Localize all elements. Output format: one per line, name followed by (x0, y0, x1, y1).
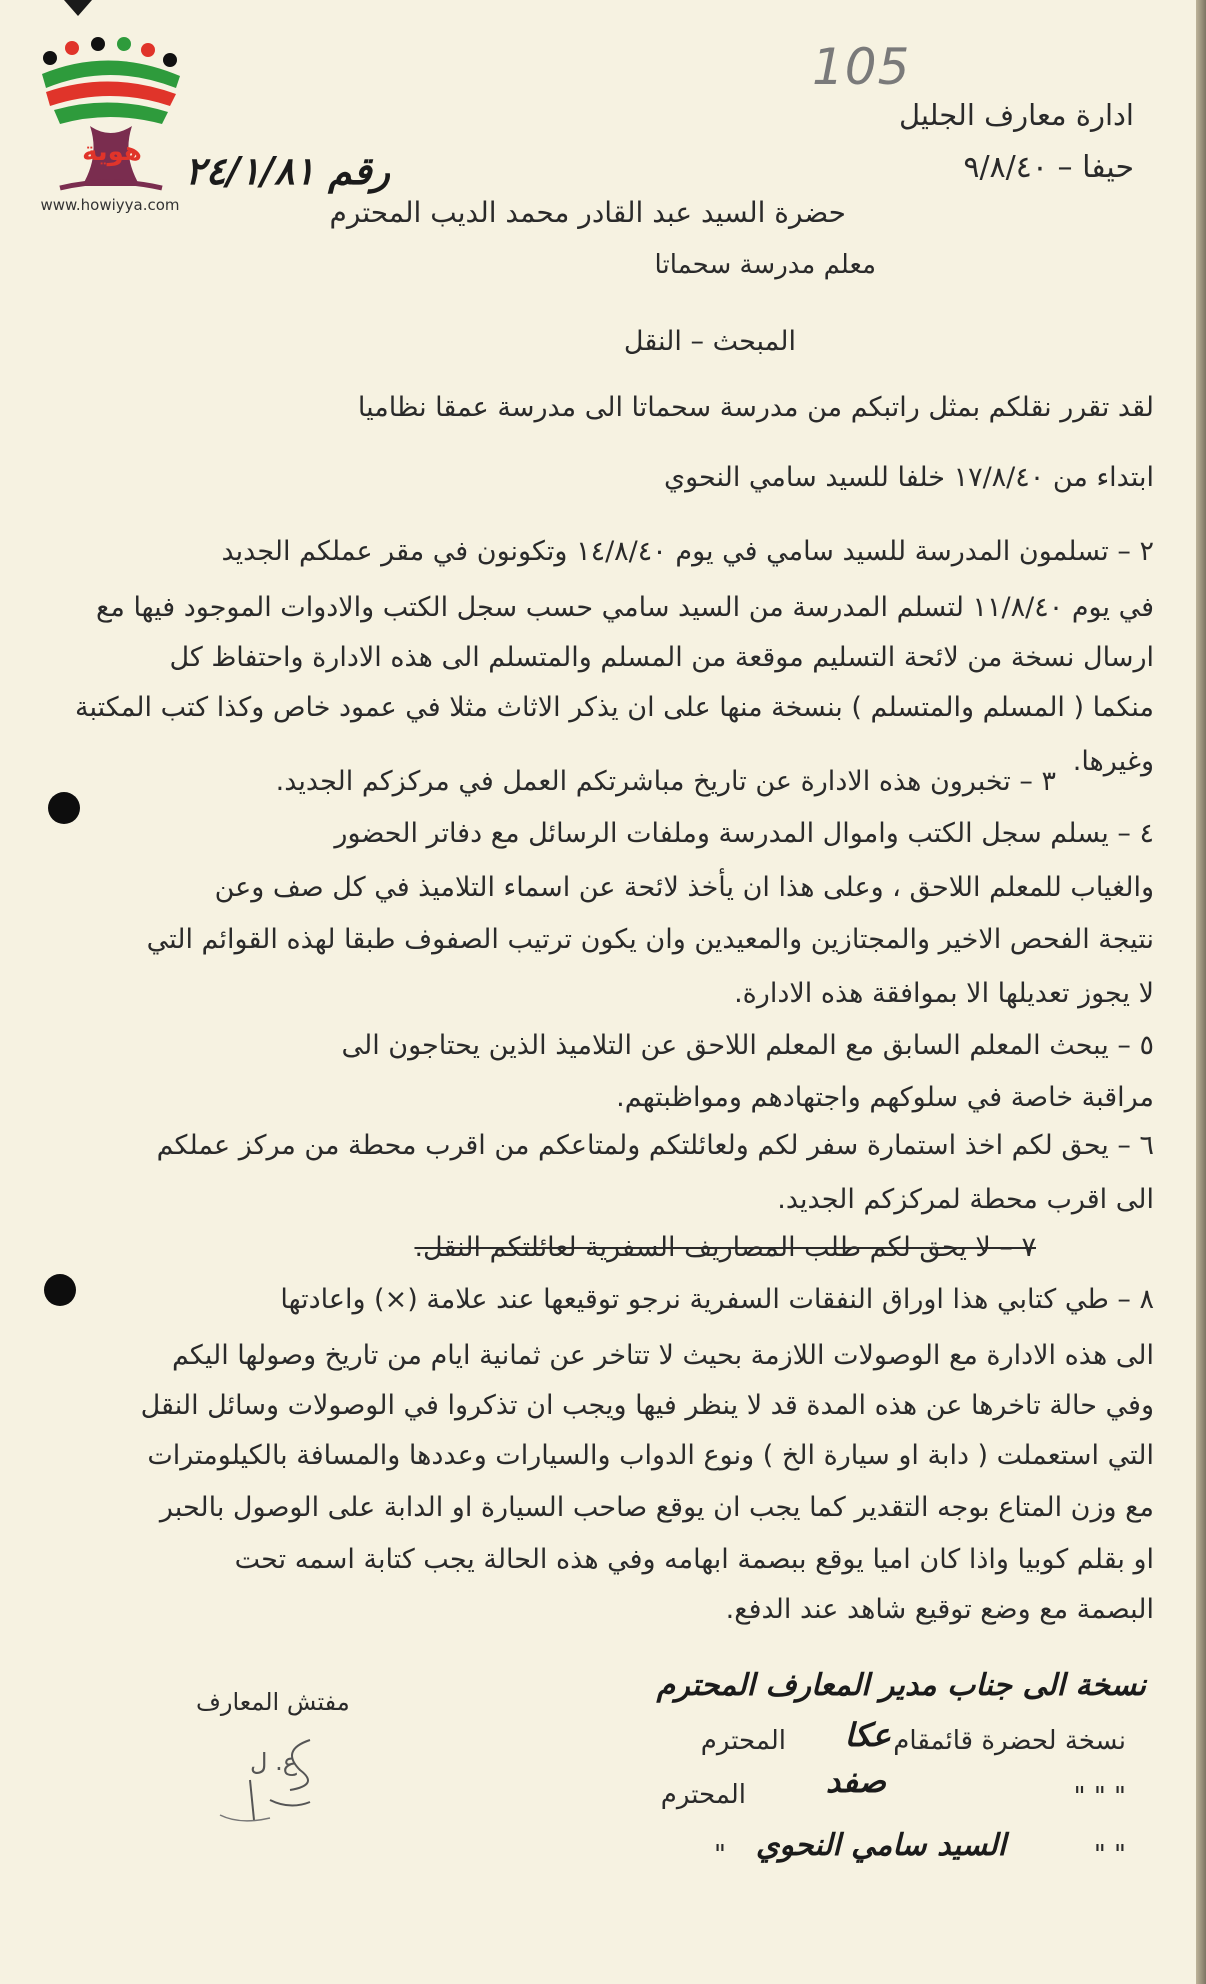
para-8-line-1: ٨ – طي كتابي هذا اوراق النفقات السفرية نرجو توقيعها عند علامة (×) واعادتها (280, 1284, 1154, 1315)
reference-number: رقم ٢٤/١/٨١ (185, 148, 390, 193)
logo-text: هوية (82, 137, 142, 167)
signature-mark (210, 1730, 340, 1830)
subject-line: المبحث – النقل (623, 326, 796, 357)
para-1-line-2: ابتداء من ١٧/٨/٤٠ خلفا للسيد سامي النحوي (663, 462, 1154, 493)
para-3: ٣ – تخبرون هذه الادارة عن تاريخ مباشرتكم العمل في مركزكم الجديد. (275, 766, 1056, 797)
copy-line-2-suffix: المحترم (700, 1726, 786, 1756)
para-8-line-5: مع وزن المتاع بوجه التقدير كما يجب ان يوقع صاحب السيارة او الدابة على الوصول بالحبر (159, 1492, 1154, 1523)
para-8-line-2: الى هذه الادارة مع الوصولات اللازمة بحيث لا تتاخر عن ثمانية ايام من تاريخ وصولها اليكم (171, 1340, 1154, 1371)
para-2-line-1: ٢ – تسلمون المدرسة للسيد سامي في يوم ١٤/٨/٤٠ وتكونون في مقر عملكم الجديد (221, 536, 1154, 567)
copy-line-2-place: عكا (844, 1716, 891, 1754)
para-2-line-2: في يوم ١١/٨/٤٠ لتسلم المدرسة من السيد سامي حسب سجل الكتب والادوات الموجود فيها مع (96, 592, 1154, 623)
logo-figures-icon (42, 37, 180, 124)
para-2-line-3: ارسال نسخة من لائحة التسليم موقعة من المسلم والمتسلم الى هذه الادارة واحتفاظ كل (169, 642, 1154, 673)
para-8-line-7: البصمة مع وضع توقيع شاهد عند الدفع. (725, 1594, 1154, 1625)
para-8-line-6: او بقلم كوبيا واذا كان اميا يوقع ببصمة ابهامه وفي هذه الحالة يجب كتابة اسمه تحت (234, 1544, 1154, 1575)
para-2-line-4: منكما ( المسلم والمتسلم ) بنسخة منها على ان يذكر الاثاث مثلا في عمود خاص وكذا كتب المكتبة (75, 692, 1154, 723)
copy-line-2-prefix: نسخة لحضرة قائمقام (893, 1726, 1126, 1756)
folio-number: 105 (812, 38, 911, 96)
para-6-line-1: ٦ – يحق لكم اخذ استمارة سفر لكم ولعائلتكم ولمتاعكم من اقرب محطة من مركز عملكم (156, 1130, 1154, 1161)
copy-line-1: نسخة الى جناب مدير المعارف المحترم (656, 1668, 1146, 1703)
watermark-url: www.howiyya.com (40, 196, 180, 214)
copy-line-3-place: صفد (825, 1762, 886, 1800)
page-edge (1196, 0, 1206, 1984)
copy-line-4-ditto: " " (1093, 1840, 1126, 1870)
department-name: ادارة معارف الجليل (898, 98, 1134, 132)
addressee-name: حضرة السيد عبد القادر محمد الديب المحترم (329, 196, 846, 229)
copy-line-3-ditto: " " " (1073, 1782, 1126, 1812)
copy-line-3-suffix: المحترم (660, 1780, 746, 1810)
corner-mark (64, 0, 92, 16)
copy-line-4-name: السيد سامي النحوي (755, 1828, 1006, 1863)
signer-title: مفتش المعارف (196, 1688, 350, 1716)
para-4-line-2: والغياب للمعلم اللاحق ، وعلى هذا ان يأخذ لائحة عن اسماء التلاميذ في كل صف وعن (214, 872, 1154, 903)
para-4-line-1: ٤ – يسلم سجل الكتب واموال المدرسة وملفات الرسائل مع دفاتر الحضور (334, 818, 1154, 849)
signer-initials: ع. ل (250, 1748, 298, 1776)
para-5-line-1: ٥ – يبحث المعلم السابق مع المعلم اللاحق عن التلاميذ الذين يحتاجون الى (341, 1030, 1154, 1061)
para-1-line-1: لقد تقرر نقلكم بمثل راتبكم من مدرسة سحماتا الى مدرسة عمقا نظاميا (357, 392, 1154, 423)
para-4-line-4: لا يجوز تعديلها الا بموافقة هذه الادارة. (734, 978, 1154, 1009)
para-2-line-5: وغيرها. (1072, 746, 1154, 777)
copy-line-4-end: " (714, 1840, 726, 1870)
para-6-line-2: الى اقرب محطة لمركزكم الجديد. (777, 1184, 1154, 1215)
para-7-struck: ٧ – لا يحق لكم طلب المصاريف السفرية لعائلتكم النقل. (414, 1232, 1036, 1263)
addressee-school: معلم مدرسة سحماتا (654, 250, 876, 280)
place-date: حيفا – ٩/٨/٤٠ (963, 150, 1134, 185)
para-4-line-3: نتيجة الفحص الاخير والمجتازين والمعيدين وان يكون ترتيب الصفوف طبقا لهذه القوائم التي (146, 924, 1154, 955)
para-5-line-2: مراقبة خاصة في سلوكهم واجتهادهم ومواظبتهم. (616, 1082, 1154, 1113)
para-8-line-4: التي استعملت ( دابة او سيارة الخ ) ونوع الدواب والسيارات وعددها والمسافة بالكيلومترات (147, 1440, 1154, 1471)
para-8-line-3: وفي حالة تاخرها عن هذه المدة قد لا ينظر فيها ويجب ان تذكروا في الوصولات وسائل النقل (140, 1390, 1154, 1421)
